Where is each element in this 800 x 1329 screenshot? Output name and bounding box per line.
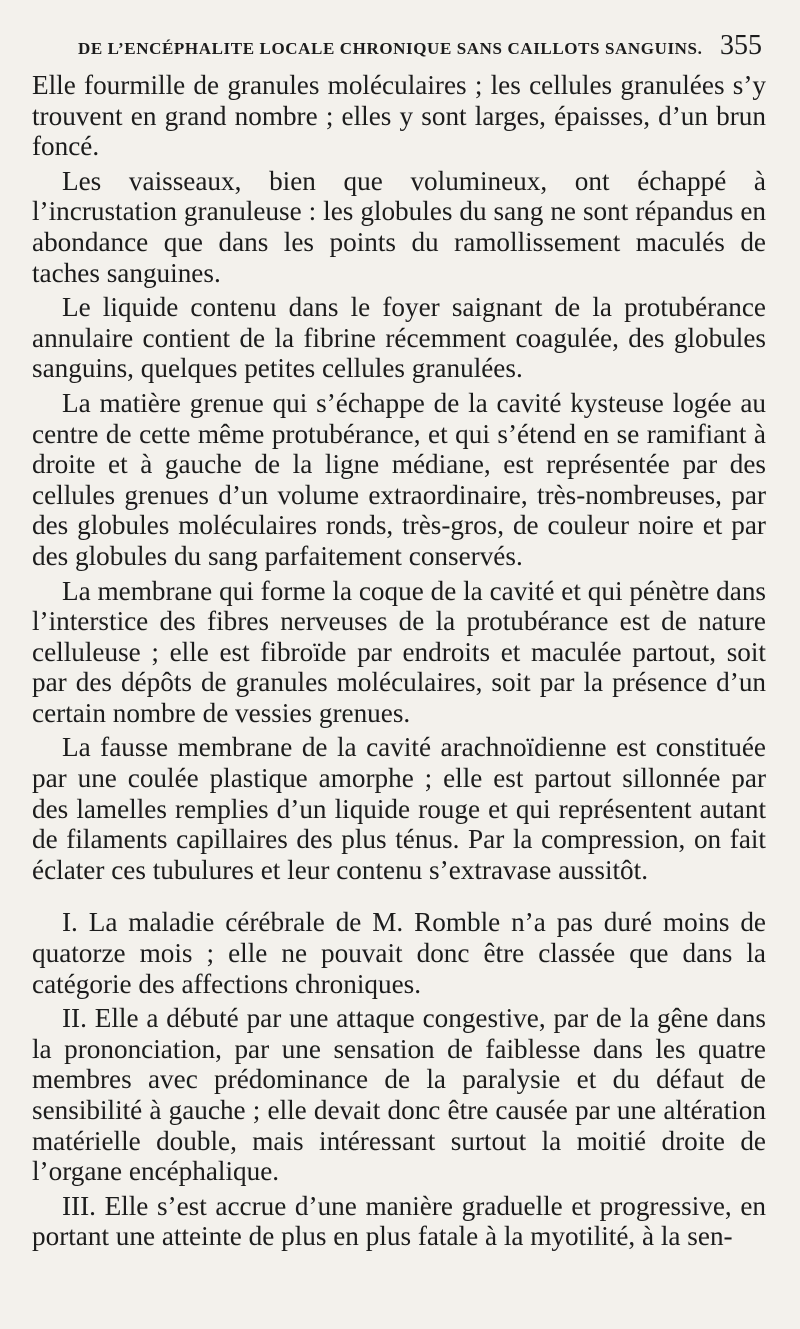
body-text xyxy=(32,70,766,885)
conclusion-item: II. Elle a débuté par une attaque congestive, par de la gêne dans la prononciation, par une sensation de faiblesse dans les quatre membres avec prédominance de la paralysie et du défaut de sensibilité à gauche ; elle devait donc être causée par une altération matérielle double, mais intéressant surtout la moitié droite de l’organe encéphalique. xyxy=(32,1003,766,1187)
conclusion-item: I. La maladie cérébrale de M. Romble n’a pas duré moins de quatorze mois ; elle ne pouvait donc être classée que dans la catégorie des affections chroniques. xyxy=(32,907,766,999)
paragraph: Elle fourmille de granules moléculaires ; les cellules granulées s’y trouvent en grand nombre ; elles y sont larges, épaisses, d’un brun foncé. xyxy=(32,70,766,162)
numbered-conclusions xyxy=(32,907,766,1252)
paragraph: La matière grenue qui s’échappe de la cavité kysteuse logée au centre de cette même protubérance, et qui s’étend en se ramifiant à droite et à gauche de la ligne médiane, est représentée par des cellules grenues d’un volume extraordinaire, très-nombreuses, par des globules moléculaires ronds, très-gros, de couleur noire et par des globules du sang parfaitement conservés. xyxy=(32,387,766,571)
page-number: 355 xyxy=(720,30,762,61)
paragraph: Le liquide contenu dans le foyer saignant de la protubérance annulaire contient de la fibrine récemment coagulée, des globules sanguins, quelques petites cellules granulées. xyxy=(32,292,766,384)
paragraph: Les vaisseaux, bien que volumineux, ont échappé à l’incrustation granuleuse : les globules du sang ne sont répandus en abondance que dans les points du ramollissement maculés de taches sanguines. xyxy=(32,165,766,288)
paragraph: La fausse membrane de la cavité arachnoïdienne est constituée par une coulée plastique amorphe ; elle est partout sillonnée par des lamelles remplies d’un liquide rouge et qui représentent autant de filaments capillaires des plus ténus. Par la compression, on fait éclater ces tubulures et leur contenu s’extravase aussitôt. xyxy=(32,732,766,885)
conclusion-item: III. Elle s’est accrue d’une manière graduelle et progressive, en portant une atteinte de plus en plus fatale à la myotilité, à la sen- xyxy=(32,1190,766,1252)
running-title: DE L’ENCÉPHALITE LOCALE CHRONIQUE SANS CAILLOTS SANGUINS. xyxy=(78,39,703,58)
running-head xyxy=(32,30,766,70)
paragraph: La membrane qui forme la coque de la cavité et qui pénètre dans l’interstice des fibres nerveuses de la protubérance est de nature celluleuse ; elle est fibroïde par endroits et maculée partout, soit par des dépôts de granules moléculaires, soit par la présence d’un certain nombre de vessies grenues. xyxy=(32,575,766,728)
